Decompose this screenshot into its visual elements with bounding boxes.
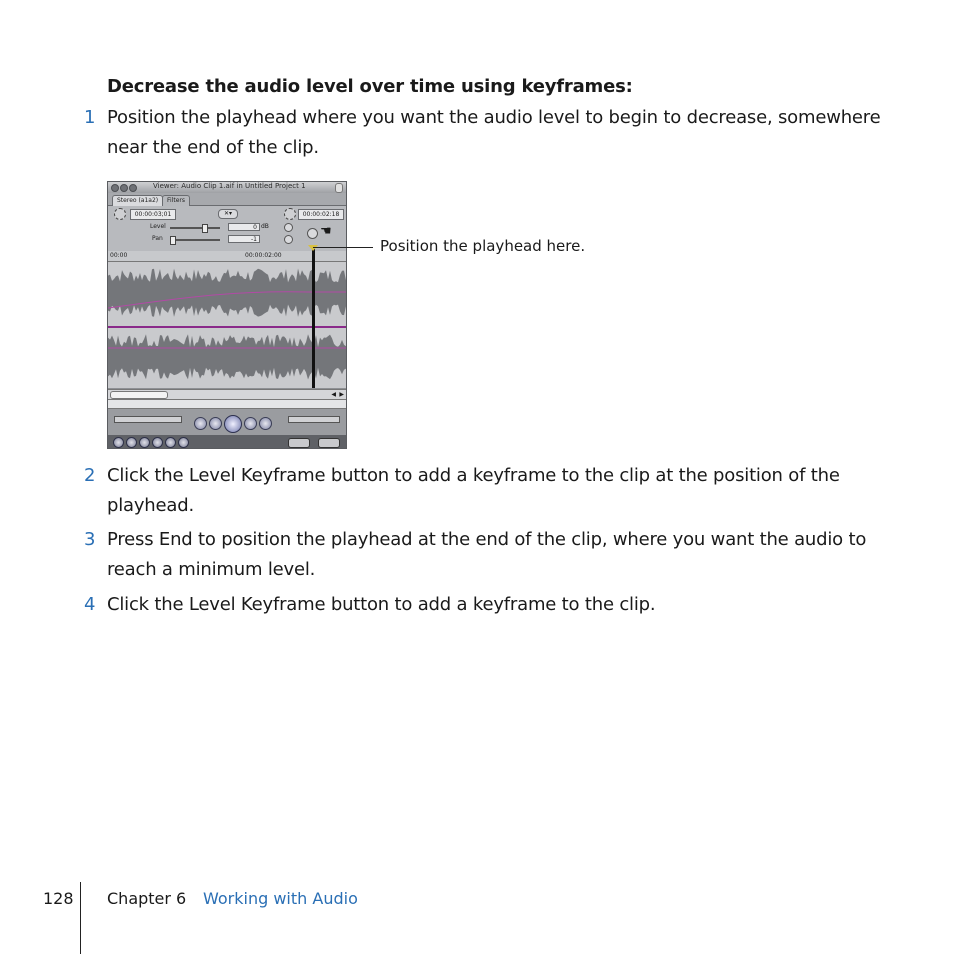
chapter-label: Chapter 6 — [107, 889, 187, 908]
ruler-mark: 00:00:02:00 — [245, 252, 282, 259]
level-unit: dB — [261, 223, 269, 230]
level-label: Level — [150, 223, 166, 230]
step-number: 1 — [84, 107, 96, 128]
step-text: Position the playhead where you want the audio level to begin to decrease, somewhere near the end of the clip. — [107, 107, 881, 158]
toolbar-toggle-button[interactable] — [335, 183, 343, 193]
timecode-duration[interactable]: 00:00:03;01 — [130, 209, 176, 220]
current-time-dial-icon — [284, 208, 296, 220]
keyframe-button[interactable] — [152, 437, 163, 448]
chapter-title-link[interactable]: Working with Audio — [203, 889, 358, 908]
level-keyframe-button[interactable] — [284, 223, 293, 232]
footer-divider — [80, 882, 81, 954]
zoom-scrollbar[interactable] — [108, 389, 346, 400]
callout-leader-line — [313, 247, 373, 248]
pan-field[interactable]: -1 — [228, 235, 260, 243]
step-2 — [84, 461, 887, 521]
audio-menu-button[interactable]: ✕▾ — [218, 209, 238, 219]
scroll-right-icon[interactable]: ▶ — [339, 391, 344, 398]
step-number: 2 — [84, 465, 96, 486]
shuttle-control[interactable] — [114, 416, 182, 423]
tab-filters[interactable]: Filters — [162, 195, 190, 206]
generator-button[interactable] — [318, 438, 340, 448]
timecode-current[interactable]: 00:00:02:18 — [298, 209, 344, 220]
reset-button[interactable] — [307, 228, 318, 239]
go-to-out-button[interactable] — [178, 437, 189, 448]
jog-control[interactable] — [288, 416, 340, 423]
marker-button[interactable] — [139, 437, 150, 448]
hand-pointer-icon[interactable]: ☚ — [320, 224, 332, 239]
pan-label: Pan — [152, 235, 163, 242]
pan-slider[interactable] — [170, 239, 220, 241]
duration-dial-icon — [114, 208, 126, 220]
match-frame-button[interactable] — [165, 437, 176, 448]
playhead[interactable] — [312, 248, 315, 388]
step-text: Click the Level Keyframe button to add a keyframe to the clip at the position of the playhead. — [107, 465, 840, 516]
step-number: 3 — [84, 529, 96, 550]
step-text: Click the Level Keyframe button to add a keyframe to the clip. — [107, 594, 656, 615]
level-slider[interactable] — [170, 227, 220, 229]
scroll-thumb[interactable] — [110, 391, 168, 399]
step-3 — [84, 525, 887, 585]
zoom-button[interactable] — [129, 184, 137, 192]
tab-stereo[interactable]: Stereo (a1a2) — [112, 195, 163, 206]
transport-controls — [108, 409, 346, 449]
viewer-window — [107, 181, 347, 449]
viewer-title: Viewer: Audio Clip 1.aif in Untitled Project 1 — [153, 182, 306, 190]
step-1 — [84, 103, 887, 163]
play-button[interactable] — [224, 415, 242, 433]
step-4 — [84, 590, 887, 620]
page-number: 128 — [43, 889, 74, 908]
level-field[interactable]: 0 — [228, 223, 260, 231]
procedure-heading: Decrease the audio level over time using keyframes: — [107, 76, 633, 97]
pan-slider-knob[interactable] — [170, 236, 176, 245]
playhead-marker-icon[interactable] — [308, 245, 318, 251]
viewer-titlebar — [108, 182, 346, 193]
scroll-left-icon[interactable]: ◀ — [331, 391, 336, 398]
pan-keyframe-button[interactable] — [284, 235, 293, 244]
ruler-start: 00:00 — [110, 252, 128, 259]
close-button[interactable] — [111, 184, 119, 192]
waveform-left-channel[interactable] — [108, 262, 346, 326]
timeline-ruler[interactable] — [108, 251, 346, 262]
recent-clips-button[interactable] — [288, 438, 310, 448]
next-edit-button[interactable] — [259, 417, 272, 430]
scrubber-bar[interactable] — [108, 400, 346, 409]
mark-in-button[interactable] — [113, 437, 124, 448]
mark-out-button[interactable] — [126, 437, 137, 448]
minimize-button[interactable] — [120, 184, 128, 192]
previous-edit-button[interactable] — [194, 417, 207, 430]
waveform-right-channel[interactable] — [108, 328, 346, 388]
viewer-tabs — [108, 193, 346, 206]
play-around-button[interactable] — [244, 417, 257, 430]
play-in-out-button[interactable] — [209, 417, 222, 430]
edit-buttons-bar — [108, 435, 346, 449]
step-number: 4 — [84, 594, 96, 615]
level-slider-knob[interactable] — [202, 224, 208, 233]
step-text: Press End to position the playhead at the end of the clip, where you want the audio to reach a minimum level. — [107, 529, 867, 580]
callout-label: Position the playhead here. — [380, 237, 586, 255]
